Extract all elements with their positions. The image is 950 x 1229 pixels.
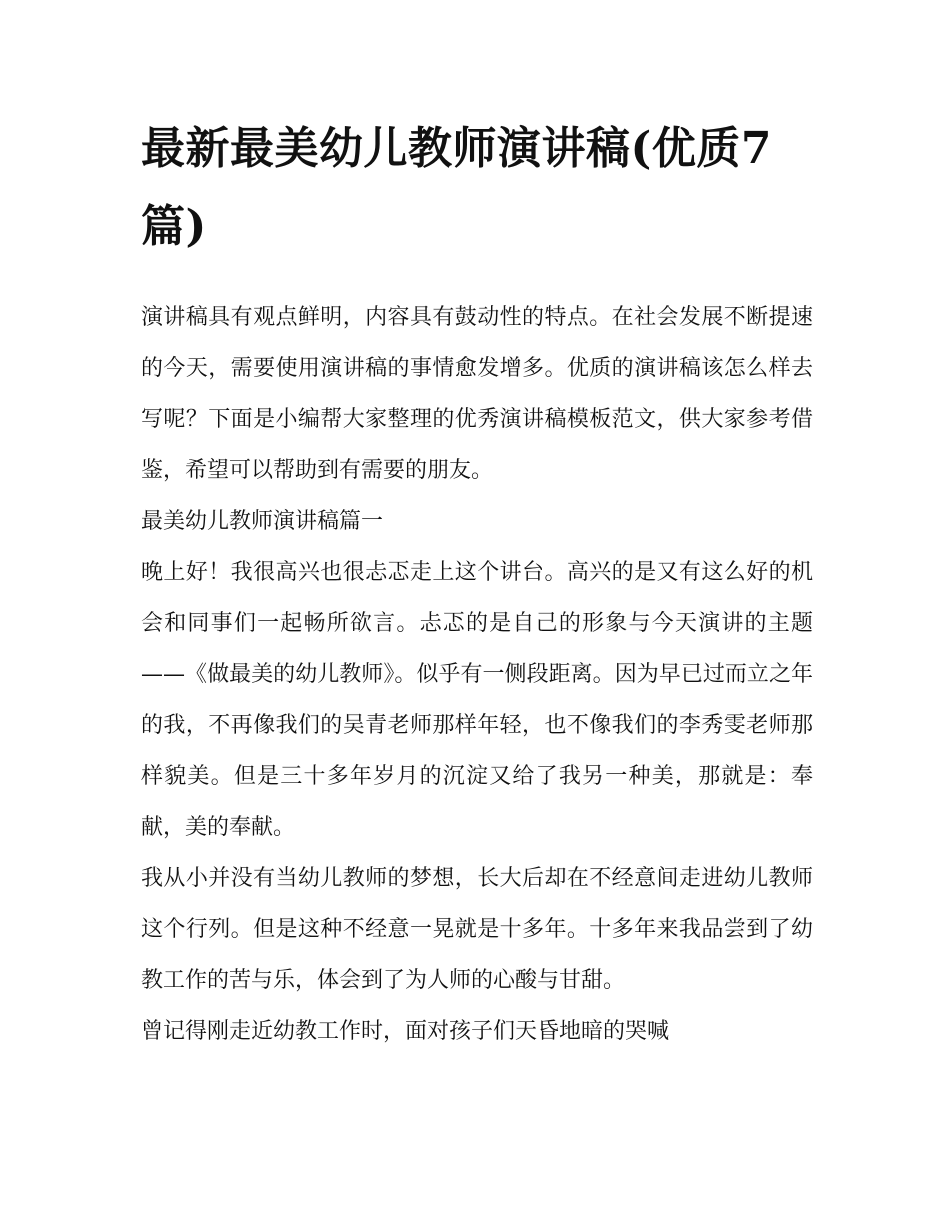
intro-paragraph: 演讲稿具有观点鲜明，内容具有鼓动性的特点。在社会发展不断提速的今天，需要使用演讲稿的事情愈发增多。优质的演讲稿该怎么样去写呢？下面是小编帮大家整理的优秀演讲稿模板范文，供大家参考借鉴，希望可以帮助到有需要的朋友。 [141, 305, 813, 483]
body-paragraph: 我从小并没有当幼儿教师的梦想，长大后却在不经意间走进幼儿教师这个行列。但是这种不经意一晃就是十多年。十多年来我品尝到了幼教工作的苦与乐，体会到了为人师的心酸与甘甜。 [141, 866, 813, 993]
document-title: 最新最美幼儿教师演讲稿(优质7篇) [141, 123, 772, 252]
body-paragraph: 晚上好！我很高兴也很忐忑走上这个讲台。高兴的是又有这么好的机会和同事们一起畅所欲言。忐忑的是自己的形象与今天演讲的主题——《做最美的幼儿教师》。似乎有一侧段距离。因为早已过而立之年的我，不再像我们的吴青老师那样年轻，也不像我们的李秀雯老师那样貌美。但是三十多年岁月的沉淀又给了我另一种美，那就是：奉献，美的奉献。 [141, 560, 813, 840]
body-paragraph: 曾记得刚走近幼教工作时，面对孩子们天昏地暗的哭喊 [141, 1019, 670, 1044]
section-heading: 最美幼儿教师演讲稿篇一 [141, 509, 384, 534]
document-page [141, 110, 813, 1057]
